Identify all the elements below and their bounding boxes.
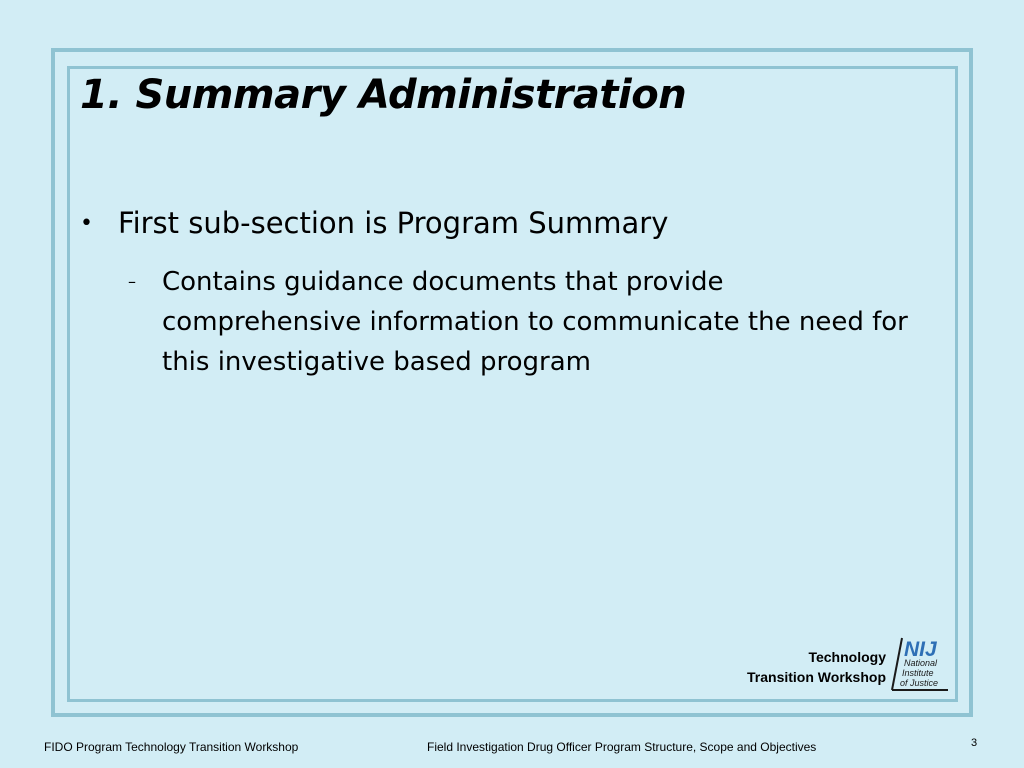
footer-left-text: FIDO Program Technology Transition Workshop (44, 740, 299, 754)
nij-logo-line1: National (904, 658, 938, 668)
bullet-marker: • (80, 211, 93, 236)
nij-logo-line2: Institute (902, 668, 934, 678)
sub-bullet-text: Contains guidance documents that provide comprehensive information to communicate the need for this investigative based program (162, 267, 908, 377)
slide-title: 1. Summary Administration (80, 72, 687, 118)
nij-logo-abbr: NIJ (904, 638, 937, 661)
footer-center-text: Field Investigation Drug Officer Program Structure, Scope and Objectives (427, 740, 817, 754)
nij-logo-icon (890, 636, 952, 692)
workshop-logo-line2: Transition Workshop (747, 669, 886, 685)
page-number: 3 (971, 737, 978, 749)
bullet-item (80, 206, 668, 240)
bullet-text: First sub-section is Program Summary (118, 206, 669, 240)
sub-bullet-marker: – (128, 272, 136, 291)
workshop-logo-line1: Technology (808, 649, 886, 665)
sub-bullet-item (128, 262, 918, 382)
workshop-logo-text (747, 647, 886, 687)
nij-logo-line3: of Justice (900, 678, 939, 688)
slide-inner-frame (67, 66, 958, 702)
